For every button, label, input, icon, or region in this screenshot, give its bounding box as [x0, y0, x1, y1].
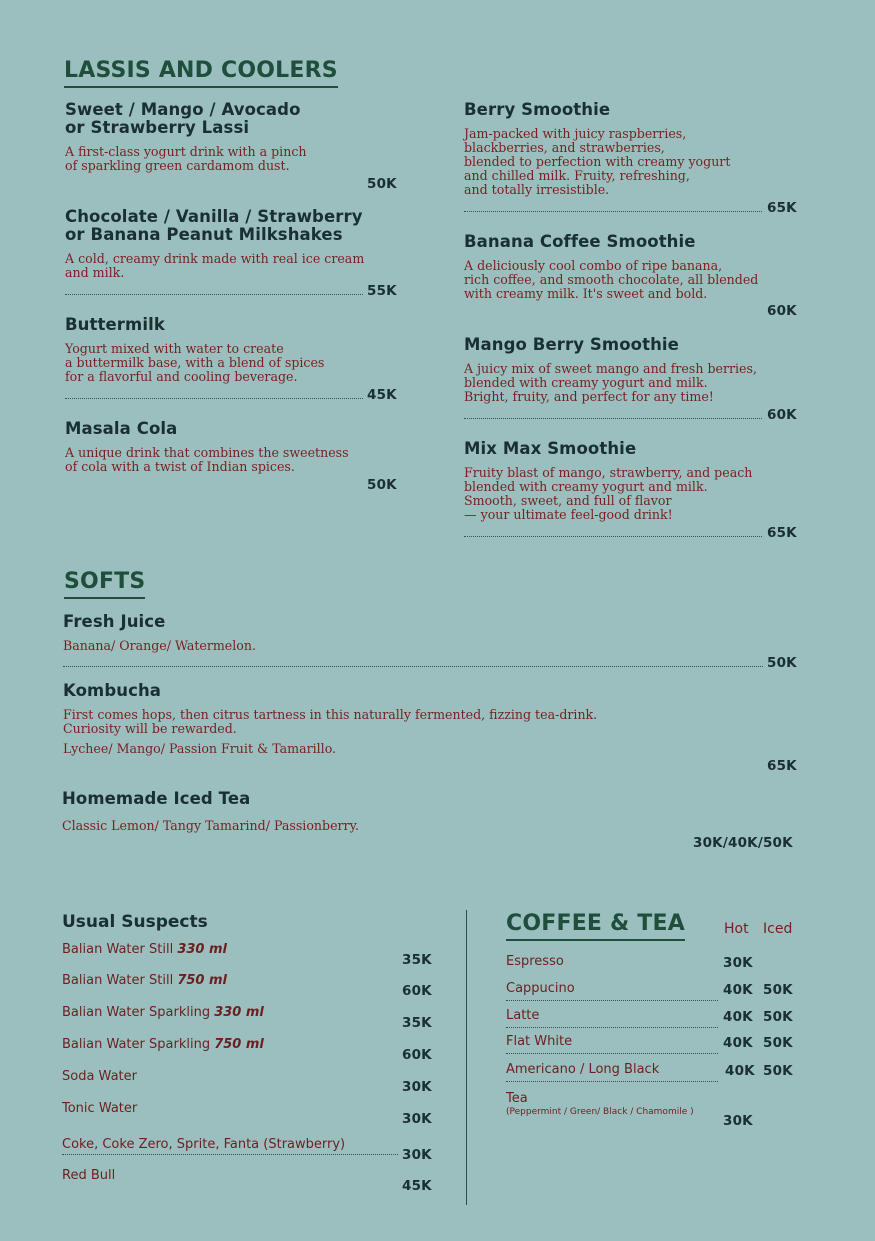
item-description: and chilled milk. Fruity, refreshing, — [464, 168, 690, 183]
dot-leader — [506, 1081, 718, 1082]
item-name — [62, 942, 227, 957]
item-price: 65K — [767, 525, 797, 541]
item-name: Masala Cola — [65, 419, 178, 438]
item-subtitle: (Peppermint / Green/ Black / Chamomile ) — [506, 1107, 694, 1117]
dot-leader — [63, 666, 763, 667]
section-title-lassis: LASSIS AND COOLERS — [64, 58, 338, 88]
item-size: 330 ml — [214, 1005, 264, 1020]
item-description: Fruity blast of mango, strawberry, and peach — [464, 465, 753, 480]
item-price: 55K — [367, 283, 397, 299]
price-iced: 50K — [763, 1009, 793, 1025]
item-price: 60K — [402, 1047, 432, 1063]
item-size: 330 ml — [177, 942, 227, 957]
dot-leader — [506, 1000, 718, 1001]
dot-leader — [62, 1154, 398, 1155]
item-price: 60K — [767, 303, 797, 319]
item-name: or Banana Peanut Milkshakes — [65, 225, 343, 244]
item-description: Curiosity will be rewarded. — [63, 721, 237, 736]
item-description: a buttermilk base, with a blend of spices — [65, 355, 325, 370]
item-name: Banana Coffee Smoothie — [464, 232, 696, 251]
item-description: with creamy milk. It's sweet and bold. — [464, 286, 708, 301]
item-name: Chocolate / Vanilla / Strawberry — [65, 207, 363, 226]
item-description: for a flavorful and cooling beverage. — [65, 369, 298, 384]
item-description: Classic Lemon/ Tangy Tamarind/ Passionberry. — [62, 818, 360, 833]
item-name — [62, 1069, 137, 1084]
item-price: 35K — [402, 1015, 432, 1031]
price-hot: 40K — [723, 1035, 753, 1051]
item-price: 30K/40K/50K — [693, 835, 793, 851]
item-description: blended with creamy yogurt and milk. — [464, 375, 708, 390]
item-name — [62, 973, 227, 988]
price-hot: 40K — [723, 982, 753, 998]
item-name: Homemade Iced Tea — [62, 789, 251, 808]
item-description: Smooth, sweet, and full of flavor — [464, 493, 672, 508]
item-name: Latte — [506, 1008, 540, 1023]
item-name: Mango Berry Smoothie — [464, 335, 679, 354]
item-description: A cold, creamy drink made with real ice cream — [65, 251, 365, 266]
price-hot: 30K — [723, 1113, 753, 1129]
section-title-coffee-tea: COFFEE & TEA — [506, 911, 685, 941]
item-name: Buttermilk — [65, 315, 165, 334]
column-header-hot: Hot — [724, 921, 749, 937]
item-name: Fresh Juice — [63, 612, 166, 631]
column-divider — [466, 910, 467, 1205]
item-price: 30K — [402, 1147, 432, 1163]
item-price: 35K — [402, 952, 432, 968]
item-price: 60K — [767, 407, 797, 423]
dot-leader — [464, 418, 762, 419]
item-description: Banana/ Orange/ Watermelon. — [63, 638, 256, 653]
item-name-text: Soda Water — [62, 1069, 137, 1084]
dot-leader — [65, 398, 363, 399]
item-description: of sparkling green cardamom dust. — [65, 158, 290, 173]
item-price: 50K — [367, 477, 397, 493]
item-name: Tea — [506, 1091, 528, 1106]
item-name: Americano / Long Black — [506, 1062, 660, 1077]
dot-leader — [506, 1027, 718, 1028]
item-name — [62, 1037, 264, 1052]
item-price: 30K — [402, 1079, 432, 1095]
section-title-usual-suspects: Usual Suspects — [62, 912, 208, 932]
column-header-iced: Iced — [763, 921, 793, 937]
item-description: A juicy mix of sweet mango and fresh berries, — [464, 361, 757, 376]
price-iced: 50K — [763, 1063, 793, 1079]
price-iced: 50K — [763, 1035, 793, 1051]
item-description: blended with creamy yogurt and milk. — [464, 479, 708, 494]
item-size: 750 ml — [177, 973, 227, 988]
item-price: 60K — [402, 983, 432, 999]
item-size: 750 ml — [214, 1037, 264, 1052]
item-name — [62, 1101, 137, 1116]
item-name: Espresso — [506, 954, 564, 969]
item-description: rich coffee, and smooth chocolate, all blended — [464, 272, 759, 287]
item-name-text: Coke, Coke Zero, Sprite, Fanta (Strawberry) — [62, 1137, 346, 1152]
item-description: of cola with a twist of Indian spices. — [65, 459, 295, 474]
price-iced: 50K — [763, 982, 793, 998]
dot-leader — [464, 536, 762, 537]
item-name: Berry Smoothie — [464, 100, 611, 119]
item-description: — your ultimate feel-good drink! — [464, 507, 673, 522]
item-price: 65K — [767, 758, 797, 774]
item-name: or Strawberry Lassi — [65, 118, 250, 137]
item-price: 45K — [367, 387, 397, 403]
item-name-text: Red Bull — [62, 1168, 116, 1183]
item-description: A deliciously cool combo of ripe banana, — [464, 258, 723, 273]
section-title-softs: SOFTS — [64, 569, 145, 599]
item-description: First comes hops, then citrus tartness in this naturally fermented, fizzing tea-drink. — [63, 707, 598, 722]
dot-leader — [65, 294, 363, 295]
item-description: Yogurt mixed with water to create — [65, 341, 284, 356]
item-description: and milk. — [65, 265, 125, 280]
item-description: blended to perfection with creamy yogurt — [464, 154, 731, 169]
dot-leader — [464, 211, 762, 212]
item-name — [62, 1168, 115, 1183]
item-description: Bright, fruity, and perfect for any time! — [464, 389, 714, 404]
item-price: 50K — [767, 655, 797, 671]
price-hot: 40K — [725, 1063, 755, 1079]
item-name: Mix Max Smoothie — [464, 439, 637, 458]
item-description: and totally irresistible. — [464, 182, 610, 197]
item-name — [62, 1137, 345, 1152]
dot-leader — [506, 1053, 718, 1054]
price-hot: 30K — [723, 955, 753, 971]
item-description: A first-class yogurt drink with a pinch — [65, 144, 307, 159]
item-description: Jam-packed with juicy raspberries, — [464, 126, 687, 141]
item-name-text: Balian Water Still — [62, 942, 178, 957]
item-name-text: Balian Water Still — [62, 973, 178, 988]
item-name: Kombucha — [63, 681, 162, 700]
item-name-text: Balian Water Sparkling — [62, 1005, 215, 1020]
item-name-text: Tonic Water — [62, 1101, 138, 1116]
item-name — [62, 1005, 264, 1020]
item-description: Lychee/ Mango/ Passion Fruit & Tamarillo. — [63, 741, 337, 756]
item-description: A unique drink that combines the sweetness — [65, 445, 349, 460]
price-hot: 40K — [723, 1009, 753, 1025]
item-name: Flat White — [506, 1034, 573, 1049]
item-name: Cappucino — [506, 981, 575, 996]
item-price: 45K — [402, 1178, 432, 1194]
item-name-text: Balian Water Sparkling — [62, 1037, 215, 1052]
item-description: blackberries, and strawberries, — [464, 140, 665, 155]
item-price: 30K — [402, 1111, 432, 1127]
item-price: 50K — [367, 176, 397, 192]
item-name: Sweet / Mango / Avocado — [65, 100, 301, 119]
item-price: 65K — [767, 200, 797, 216]
